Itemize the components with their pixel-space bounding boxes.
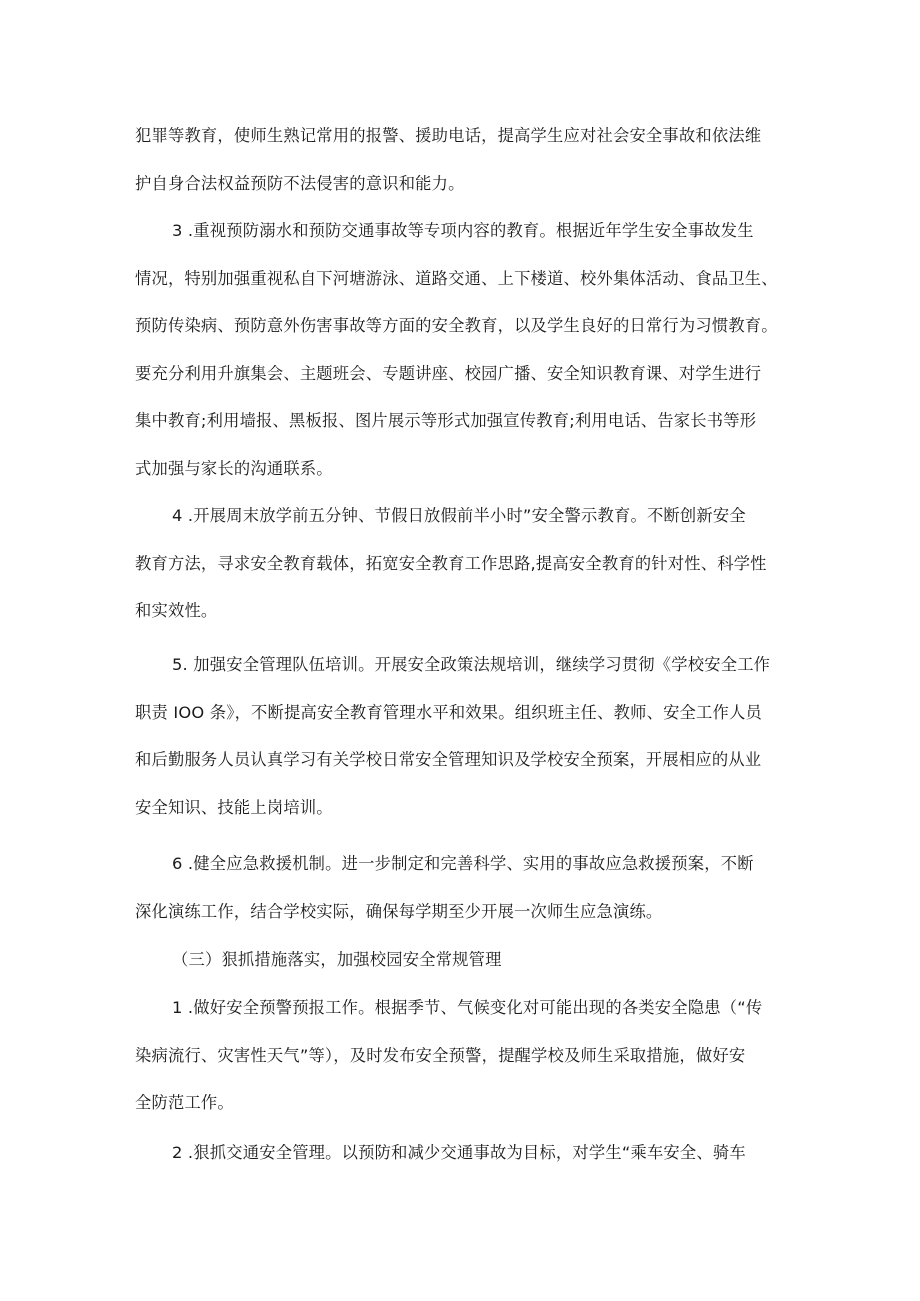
text-line: 2 .狠抓交通安全管理。以预防和减少交通事故为目标，对学生“乘车安全、骑车 — [172, 1143, 746, 1162]
text-line: 4 .开展周末放学前五分钟、节假日放假前半小时”安全警示教育。不断创新安全 — [172, 506, 746, 525]
paragraph-item-5 — [135, 641, 795, 831]
text-line: 护自身合法权益预防不法侵害的意识和能力。 — [135, 173, 465, 193]
paragraph-crime-prevention — [135, 112, 795, 207]
text-line: 教育方法，寻求安全教育载体，拓宽安全教育工作思路,提高安全教育的针对性、科学性 — [135, 553, 767, 573]
text-line: 安全知识、技能上岗培训。 — [135, 797, 333, 817]
text-line: 深化演练工作，结合学校实际，确保每学期至少开展一次师生应急演练。 — [135, 901, 663, 921]
text-line: 要充分利用升旗集会、主题班会、专题讲座、校园广播、安全知识教育课、对学生进行 — [135, 363, 762, 383]
text-line: 职责 IOO 条》，不断提高安全教育管理水平和效果。组织班主任、教师、安全工作人员 — [135, 702, 762, 722]
text-line: 和后勤服务人员认真学习有关学校日常安全管理知识及学校安全预案，开展相应的从业 — [135, 750, 762, 769]
text-line: 5. 加强安全管理队伍培训。开展安全政策法规培训，继续学习贯彻《学校安全工作 — [172, 655, 771, 674]
section-heading-3 — [135, 936, 795, 984]
paragraph-section3-item-2 — [135, 1129, 795, 1177]
text-line: 犯罪等教育，使师生熟记常用的报警、援助电话，提高学生应对社会安全事故和依法维 — [135, 126, 762, 145]
text-line: 6 .健全应急救援机制。进一步制定和完善科学、实用的事故应急救援预案，不断 — [172, 854, 754, 873]
text-line: 集中教育;利用墙报、黑板报、图片展示等形式加强宣传教育;利用电话、告家长书等形 — [135, 411, 757, 430]
paragraph-item-4 — [135, 492, 795, 635]
text-line: 1 .做好安全预警预报工作。根据季节、气候变化对可能出现的各类安全隐患（“传 — [172, 998, 763, 1017]
paragraph-item-6 — [135, 840, 795, 935]
section-heading-text: （三）狠抓措施落实，加强校园安全常规管理 — [172, 950, 502, 969]
text-line: 式加强与家长的沟通联系。 — [135, 458, 333, 478]
text-line: 预防传染病、预防意外伤害事故等方面的安全教育，以及学生良好的日常行为习惯教育。 — [135, 316, 778, 335]
text-line: 和实效性。 — [135, 601, 218, 620]
text-line: 3 .重视预防溺水和预防交通事故等专项内容的教育。根据近年学生安全事故发生 — [172, 221, 754, 240]
paragraph-section3-item-1 — [135, 984, 795, 1127]
paragraph-item-3 — [135, 207, 795, 492]
text-line: 染病流行、灾害性天气”等），及时发布安全预警，提醒学校及师生采取措施，做好安 — [135, 1045, 746, 1065]
text-line: 全防范工作。 — [135, 1093, 234, 1112]
text-line: 情况，特别加强重视私自下河塘游泳、道路交通、上下楼道、校外集体活动、食品卫生、 — [135, 268, 778, 288]
